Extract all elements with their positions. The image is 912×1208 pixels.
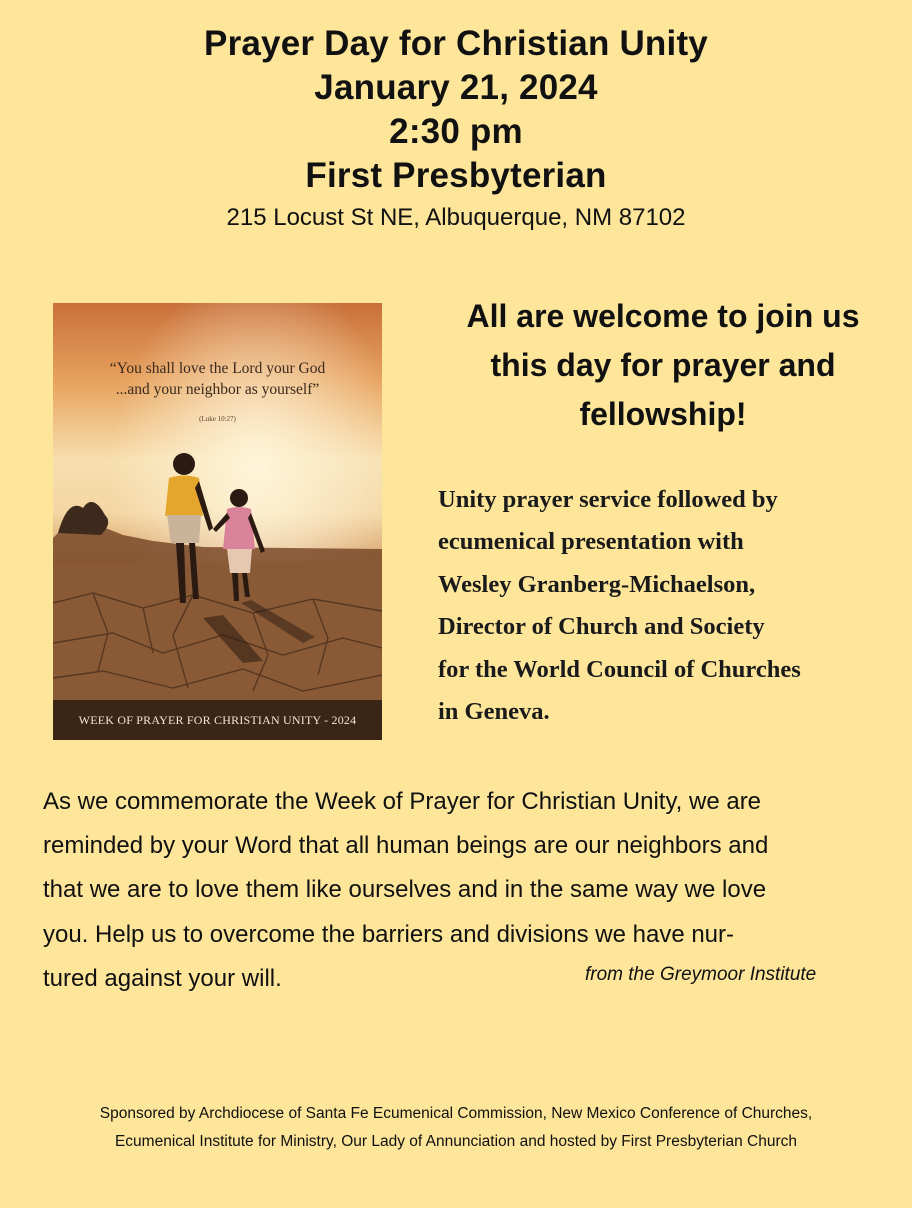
- event-title: Prayer Day for Christian Unity: [204, 24, 708, 63]
- poster-reference: (Luke 10:27): [199, 415, 236, 423]
- week-of-prayer-poster: [53, 303, 382, 740]
- welcome-line: fellowship!: [579, 396, 747, 432]
- prayer-line: tured against your will.: [43, 964, 282, 992]
- prayer-line: reminded by your Word that all human beings are our neighbors and: [43, 832, 769, 860]
- service-line: Wesley Granberg-Michaelson,: [438, 570, 756, 598]
- service-line: Director of Church and Society: [438, 613, 765, 641]
- service-line: Unity prayer service followed by: [438, 486, 778, 513]
- prayer-line: you. Help us to overcome the barriers and divisions we have nur-: [43, 920, 735, 948]
- event-address: 215 Locust St NE, Albuquerque, NM 87102: [226, 204, 686, 231]
- service-description: [438, 479, 898, 733]
- service-line: in Geneva.: [438, 698, 550, 726]
- poster-banner: WEEK OF PRAYER FOR CHRISTIAN UNITY - 2024: [53, 700, 382, 740]
- poster-quote-line: ...and your neighbor as yourself”: [115, 381, 320, 398]
- sponsor-line: Sponsored by Archdiocese of Santa Fe Ecumenical Commission, New Mexico Conference of Churches,: [99, 1105, 813, 1122]
- service-line: for the World Council of Churches: [438, 655, 801, 683]
- welcome-message: [438, 292, 888, 439]
- prayer-line: As we commemorate the Week of Prayer for Christian Unity, we are: [43, 788, 762, 815]
- poster-quote: [53, 358, 382, 400]
- welcome-line: All are welcome to join us: [466, 298, 860, 334]
- poster-quote-line: “You shall love the Lord your God: [109, 360, 326, 377]
- event-header: [0, 22, 912, 236]
- prayer-line: that we are to love them like ourselves and in the same way we love: [43, 876, 767, 904]
- sponsor-line: Ecumenical Institute for Ministry, Our Lady of Annunciation and hosted by First Presbyterian Church: [114, 1133, 798, 1150]
- sponsor-credits: [0, 1100, 912, 1156]
- service-line: ecumenical presentation with: [438, 528, 744, 556]
- event-date: January 21, 2024: [314, 68, 598, 107]
- prayer-attribution: from the Greymoor Institute: [585, 964, 817, 985]
- event-venue: First Presbyterian: [305, 156, 607, 195]
- event-time: 2:30 pm: [389, 112, 523, 151]
- welcome-line: this day for prayer and: [490, 347, 836, 383]
